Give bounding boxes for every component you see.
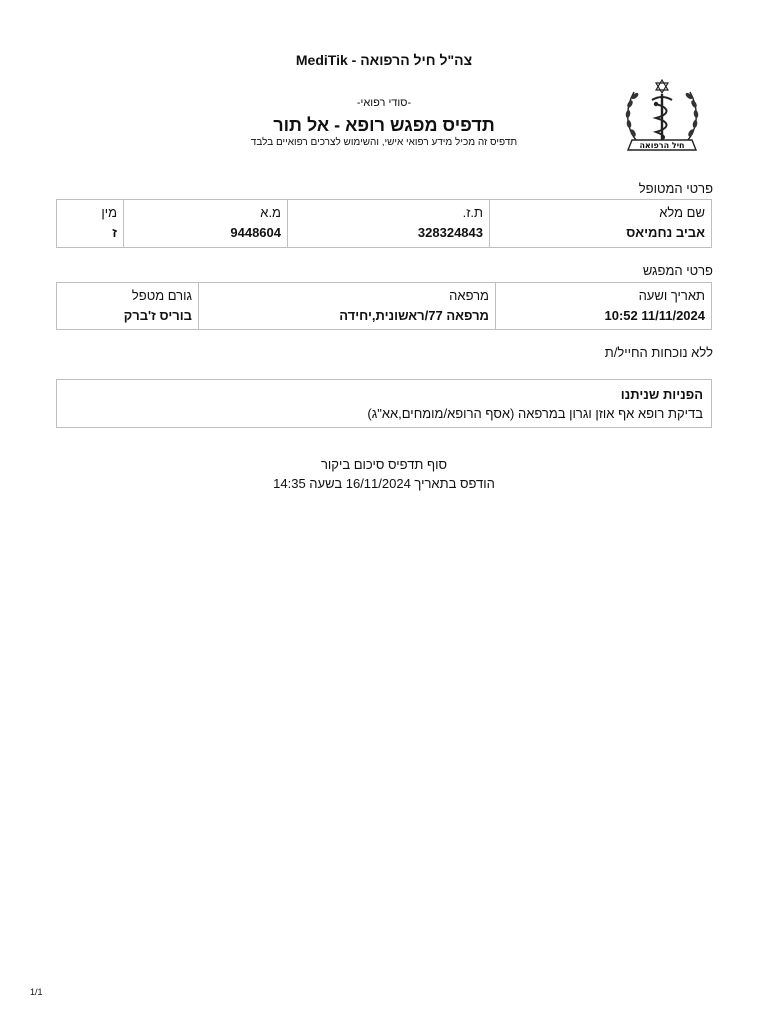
- page-title: תדפיס מפגש רופא - אל תור: [273, 115, 495, 135]
- gender-value: ז: [112, 225, 117, 240]
- id-number-value: 328324843: [417, 225, 483, 240]
- patient-service-number-cell: [123, 200, 287, 247]
- clinic-label: מרפאה: [449, 288, 489, 303]
- page-number: 1/1: [30, 987, 43, 997]
- patient-gender-cell: [57, 200, 123, 247]
- disclaimer-text: תדפיס זה מכיל מידע רפואי אישי, והשימוש לצרכים רפואיים בלבד: [250, 137, 518, 148]
- encounter-datetime-cell: [495, 283, 711, 329]
- referrals-title: הפניות שניתנו: [620, 387, 703, 402]
- datetime-label: תאריך ושעה: [638, 288, 705, 303]
- patient-id-cell: [287, 200, 489, 247]
- patient-full-name-cell: [489, 200, 711, 247]
- id-number-label: ת.ז.: [462, 205, 483, 220]
- medical-corps-logo: [618, 74, 706, 162]
- end-of-printout-text: סוף תדפיס סיכום ביקור: [320, 457, 447, 472]
- full-name-value: אביב נחמיאס: [626, 225, 705, 240]
- provider-value: בוריס ז'ברק: [123, 308, 192, 323]
- datetime-value: 11/11/2024 10:52: [604, 308, 705, 323]
- encounter-clinic-cell: [198, 283, 495, 329]
- presence-note: ללא נוכחות החייל/ת: [604, 345, 713, 360]
- clinic-value: מרפאה 77/ראשונית,יחידה: [339, 308, 489, 323]
- patient-section-label: פרטי המטופל: [638, 181, 713, 196]
- patient-details-table: [56, 199, 712, 248]
- encounter-provider-cell: [57, 283, 198, 329]
- service-number-value: 9448604: [230, 225, 281, 240]
- referrals-box: [56, 379, 712, 428]
- printed-timestamp: הודפס בתאריך 16/11/2024 בשעה 14:35: [273, 476, 495, 491]
- provider-label: גורם מטפל: [131, 288, 192, 303]
- gender-label: מין: [101, 205, 117, 220]
- confidential-label: -סודי רפואי-: [356, 97, 412, 109]
- full-name-label: שם מלא: [659, 205, 705, 220]
- org-title: צה"ל חיל הרפואה - MediTik: [295, 52, 473, 68]
- encounter-details-table: [56, 282, 712, 330]
- svg-text:חיל הרפואה: חיל הרפואה: [639, 141, 685, 150]
- encounter-section-label: פרטי המפגש: [642, 263, 713, 278]
- service-number-label: מ.א: [260, 205, 281, 220]
- referral-item: בדיקת רופא אף אוזן וגרון במרפאה (אסף הרופא/מומחים,אא"ג): [367, 406, 703, 421]
